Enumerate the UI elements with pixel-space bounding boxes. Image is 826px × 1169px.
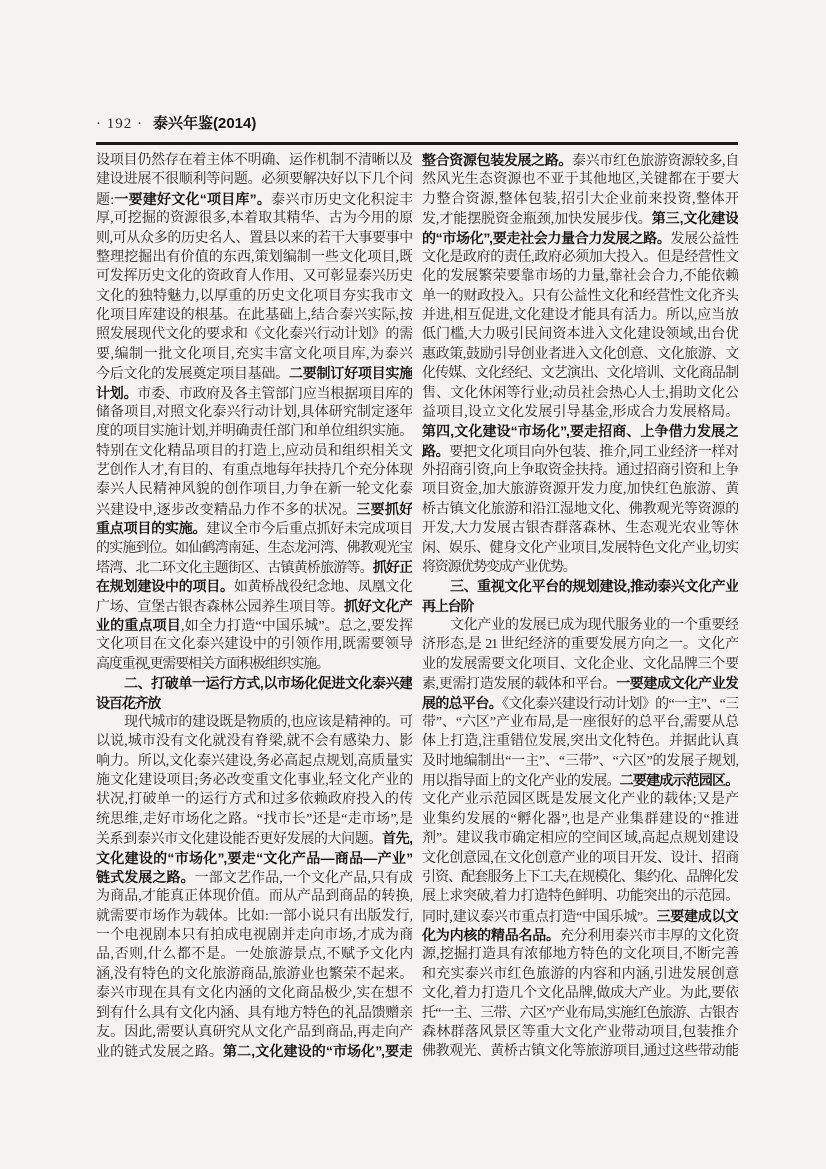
body-text: 佛教观光、黄桥古镇文化等旅游项目,通过这些带动能 xyxy=(422,1044,738,1060)
page-header xyxy=(96,112,738,134)
body-text: 外招商引资,向上争取资金扶持。通过招商引资和上争 xyxy=(422,463,738,478)
body-text: 发展公益性 xyxy=(670,231,738,247)
emphasis-text: 重点项目的实施。 xyxy=(96,520,207,537)
body-text: 源,挖掘打造具有浓郁地方特色的文化项目,不断完善 xyxy=(422,947,738,963)
body-text: 将资源优势变成产业优势。 xyxy=(422,559,576,575)
text-line xyxy=(422,267,738,286)
text-line xyxy=(422,1004,738,1023)
body-text: 惠政策,鼓励引导创业者进入文化创意、文化旅游、文 xyxy=(422,346,738,362)
text-line xyxy=(422,539,738,558)
body-text: 塔湾、北二环文化主题街区、古镇黄桥旅游等。 xyxy=(96,560,373,576)
body-text: 文化项目在文化泰兴建设中的引领作用,既需要领导 xyxy=(96,637,412,653)
text-line xyxy=(96,752,412,771)
text-line xyxy=(422,984,738,1003)
text-line xyxy=(96,539,412,558)
section-heading xyxy=(96,694,412,713)
text-line xyxy=(422,1042,738,1061)
body-text: 售、文化休闲等行业;动员社会热心人士,捐助文化公 xyxy=(422,385,738,401)
emphasis-text: 抓好文化产 xyxy=(344,597,412,614)
text-line xyxy=(422,519,738,538)
text-line xyxy=(96,907,412,926)
text-line xyxy=(422,655,738,674)
text-line xyxy=(96,713,412,732)
left-column xyxy=(96,151,412,1062)
text-line xyxy=(96,170,412,189)
text-line xyxy=(422,461,738,480)
text-line xyxy=(96,403,412,422)
body-text: 特别在文化精品项目的打造上,应动员和组织相关文 xyxy=(96,443,412,459)
body-text: 则,可从众多的历史名人、置县以来的若干大事要事中 xyxy=(96,230,412,246)
body-text: 到有什么具有文化内涵、具有地方特色的礼品馈赠亲 xyxy=(96,1005,412,1021)
text-line xyxy=(422,558,738,577)
page-body xyxy=(96,151,738,1062)
text-line xyxy=(96,829,412,848)
text-line xyxy=(96,287,412,306)
emphasis-text: 一要建成文化产业发 xyxy=(616,675,738,692)
text-line xyxy=(422,926,738,945)
text-line xyxy=(422,325,738,344)
body-text: 托“一主、三带、六区”产业布局,实施红色旅游、古银杏 xyxy=(422,1005,738,1021)
emphasis-text: 一要建好文化“项目库”。 xyxy=(112,190,272,207)
body-text: 统思维,走好市场化之路。“找市长”还是“走市场”,是 xyxy=(96,811,412,827)
body-text: 状况,打破单一的运行方式和过多依赖政府投入的传 xyxy=(96,792,412,808)
text-line xyxy=(96,345,412,364)
emphasis-text: 的“市场化”,要走社会力量合力发展之路。 xyxy=(422,229,671,246)
emphasis-text: 在规划建设中的项目。 xyxy=(96,578,234,595)
text-line xyxy=(96,442,412,461)
body-text: 要把文化项目向外包装、推介,同工业经济一样对 xyxy=(449,444,738,460)
text-line xyxy=(96,364,412,383)
body-text: 同时,建议泰兴市重点打造“中国乐城”。 xyxy=(422,909,657,925)
text-line xyxy=(96,1004,412,1023)
body-text: 业集约发展的“孵化器”,也是产业集群建设的“推进 xyxy=(422,811,738,827)
text-line xyxy=(96,151,412,170)
section-heading xyxy=(422,577,738,596)
body-text: 涵,没有特色的文化旅游商品,旅游业也繁荣不起来。 xyxy=(96,966,412,982)
text-line xyxy=(96,984,412,1003)
text-line xyxy=(422,907,738,926)
text-line xyxy=(96,597,412,616)
body-text: 然风光生态资源也不亚于其他地区,关键都在于要大 xyxy=(422,172,738,188)
body-text: 如黄桥战役纪念地、凤凰文化 xyxy=(233,580,412,596)
body-text: 单一的财政投入。只有公益性文化和经营性文化齐头 xyxy=(422,288,738,304)
body-text: 泰兴市现在具有文化内涵的文化商品极少,实在想不 xyxy=(96,986,412,1002)
right-column xyxy=(422,151,738,1062)
body-text: 济形态,是 21 世纪经济的重要发展方向之一。文化产 xyxy=(422,637,738,653)
emphasis-text: 化为内核的精品名品。 xyxy=(422,927,560,943)
text-line xyxy=(96,519,412,538)
text-line xyxy=(422,810,738,829)
text-line xyxy=(422,500,738,519)
text-line xyxy=(96,1023,412,1042)
text-line xyxy=(422,345,738,364)
emphasis-text: 业的重点项目 xyxy=(96,617,181,633)
body-text: 和充实泰兴市红色旅游的内容和内涵,引进发展创意 xyxy=(422,966,738,982)
text-line xyxy=(422,616,738,635)
text-line xyxy=(422,170,738,189)
text-line xyxy=(422,674,738,693)
text-line xyxy=(422,945,738,964)
emphasis-text: 三要建成以文 xyxy=(656,907,738,924)
body-text: 文化产业示范园区既是发展文化产业的载体;又是产 xyxy=(422,792,738,808)
emphasis-text: 展的总平台。 xyxy=(422,694,503,711)
emphasis-text: 路。 xyxy=(422,442,450,459)
text-line xyxy=(96,480,412,499)
text-line xyxy=(96,384,412,403)
body-text: 展上求突破,着力打造特色鲜明、功能突出的示范园。 xyxy=(422,889,738,905)
body-text: ,如全力打造“中国乐城”。总之,要发挥 xyxy=(180,619,412,634)
body-text: 文化创意园,在文化创意产业的项目开发、设计、招商 xyxy=(422,850,738,866)
body-text: 文化是政府的责任,政府必须加大投入。但是经营性文 xyxy=(422,249,738,265)
emphasis-text: 设百花齐放 xyxy=(96,694,160,711)
emphasis-text: 计划。 xyxy=(96,384,138,401)
text-line xyxy=(96,558,412,577)
body-text: 可发挥历史文化的资政育人作用、又可彰显泰兴历史 xyxy=(96,269,412,285)
body-text: 低门槛,大力吸引民间资本进入文化建设领域,出台优 xyxy=(422,327,738,343)
text-line xyxy=(422,694,738,713)
body-text: 剂”。建议我市确定相应的空间区域,高起点规划建设 xyxy=(422,831,738,847)
text-line xyxy=(96,868,412,887)
text-line xyxy=(422,771,738,790)
text-line xyxy=(96,926,412,945)
text-line xyxy=(422,829,738,848)
body-text: 储备项目,对照文化泰兴行动计划,具体研究制定逐年 xyxy=(96,404,412,420)
body-text: 兴建设中,逐步改变精品力作不多的状况。 xyxy=(96,502,357,518)
text-line xyxy=(422,364,738,383)
body-text: 友。因此,需要认真研究从文化产品到商品,再走向产 xyxy=(96,1024,412,1040)
body-text: 响力。所以,文化泰兴建设,务必高起点规划,高质量实 xyxy=(96,753,412,769)
emphasis-text: 二、打破单一运行方式,以市场化促进文化泰兴建 xyxy=(124,675,412,692)
body-text: 闲、娱乐、健身文化产业项目,发展特色文化产业,切实 xyxy=(422,540,738,556)
text-line xyxy=(422,287,738,306)
body-text: 开发,大力发展古银杏群落森林、生态观光农业等休 xyxy=(422,521,738,537)
text-line xyxy=(96,190,412,209)
body-text: 并进,相互促进,文化建设才能具有活力。所以,应当放 xyxy=(422,308,738,323)
text-line xyxy=(422,1023,738,1042)
text-line xyxy=(96,945,412,964)
section-heading xyxy=(96,674,412,693)
emphasis-text: 第二,文化建设的“市场化”,要走 xyxy=(223,1043,412,1060)
text-line xyxy=(96,229,412,248)
text-line xyxy=(96,461,412,480)
emphasis-text: 文化建设的“市场化”,要走“文化产品—商品—产业” xyxy=(96,849,412,866)
body-text: 高度重视,更需要相关方面积极组织实施。 xyxy=(96,656,329,672)
text-line xyxy=(422,752,738,771)
body-text: 桥古镇文化旅游和沿江湿地文化、佛教观光等资源的 xyxy=(422,501,738,517)
text-line xyxy=(422,713,738,732)
body-text: 度的项目实施计划,并明确责任部门和单位组织实施。 xyxy=(96,424,412,440)
body-text: 素,更需打造发展的载体和平台。 xyxy=(422,677,617,693)
text-line xyxy=(96,810,412,829)
text-line xyxy=(96,248,412,267)
body-text: 业的发展需要文化项目、文化企业、文化品牌三个要 xyxy=(422,656,738,672)
text-line xyxy=(422,248,738,267)
body-text: 今后文化的发展奠定项目基础。 xyxy=(96,367,289,383)
body-text: 品,否则,什么都不是。一处旅游景点,不赋予文化内 xyxy=(96,947,412,963)
body-text: 艺创作人才,有目的、有重点地每年扶持几个充分体现 xyxy=(96,463,412,478)
book-title: 泰兴年鉴(2014) xyxy=(153,115,257,132)
body-text: 《文化泰兴建设行动计划》的“一主”、“三 xyxy=(502,696,738,712)
section-heading xyxy=(422,597,738,616)
body-text: 要,编制一批文化项目,充实丰富文化项目库,为泰兴 xyxy=(96,346,412,362)
body-text: 带”、“六区”产业布局,是一座很好的总平台,需要从总 xyxy=(422,714,738,730)
text-line xyxy=(96,267,412,286)
body-text: 建议全市今后重点抓好未完成项目 xyxy=(206,522,412,538)
text-line xyxy=(422,422,738,441)
body-text: 体上打造,注重错位发展,突出文化特色。并据此认真 xyxy=(422,734,738,750)
body-text: 文化产业的发展已成为现代服务业的一个重要经 xyxy=(450,618,738,633)
body-text: 发,才能摆脱资金瓶颈,加快发展步伐。 xyxy=(422,212,652,228)
text-line xyxy=(96,790,412,809)
text-line xyxy=(96,306,412,325)
text-line xyxy=(422,868,738,887)
body-text: 力整合资源,整体包装,招引大企业前来投资,整体开 xyxy=(422,191,738,207)
text-line xyxy=(422,887,738,906)
body-text: 广场、宣堡古银杏森林公园养生项目等。 xyxy=(96,599,345,615)
text-line xyxy=(96,635,412,654)
body-text: 以说,城市没有文化就没有脊梁,就不会有感染力、影 xyxy=(96,734,412,750)
text-line xyxy=(96,887,412,906)
emphasis-text: 再上台阶 xyxy=(422,597,474,614)
emphasis-text: 第四,文化建设“市场化”,要走招商、上争借力发展之 xyxy=(422,423,738,440)
body-text: 为商品,才能真正体现价值。而从产品到商品的转换, xyxy=(96,889,412,905)
body-text: 施文化建设项目;务必改变重文化事业,轻文化产业的 xyxy=(96,773,412,788)
body-text: 益项目,设立文化发展引导基金,形成合力发展格局。 xyxy=(422,404,738,420)
body-text: 就需要市场作为载体。比如:一部小说只有出版发行, xyxy=(96,908,412,924)
body-text: 文化的独特魅力,以厚重的历史文化项目夯实我市文 xyxy=(96,288,412,304)
text-line xyxy=(96,577,412,596)
text-line xyxy=(422,306,738,325)
emphasis-text: 整合资源包装发展之路。 xyxy=(422,152,573,168)
header-rule xyxy=(96,142,738,145)
body-text: 化的发展繁荣要靠市场的力量,靠社会合力,不能依赖 xyxy=(422,269,738,285)
text-line xyxy=(422,790,738,809)
body-text: 市委、市政府及各主管部门应当根据项目库的 xyxy=(137,386,412,402)
text-line xyxy=(422,403,738,422)
text-line xyxy=(96,500,412,519)
body-text: 项目资金,加大旅游资源开发力度,加快红色旅游、黄 xyxy=(422,482,738,498)
text-line xyxy=(422,209,738,228)
body-text: 及时地编制出“一主”、“三带”、“六区”的发展子规划, xyxy=(422,753,738,769)
body-text: 照发展现代文化的要求和《文化泰兴行动计划》的需 xyxy=(96,327,412,343)
text-line xyxy=(422,229,738,248)
text-line xyxy=(96,1042,412,1061)
text-line xyxy=(96,422,412,441)
body-text: 引资、配套服务上下工夫,在规模化、集约化、品牌化发 xyxy=(422,869,738,885)
text-line xyxy=(422,732,738,751)
body-text: 关系到泰兴市文化建设能否更好发展的大问题。 xyxy=(96,832,383,848)
text-line xyxy=(96,965,412,984)
body-text: 设项目仍然存在着主体不明确、运作机制不清晰以及 xyxy=(96,153,412,168)
text-line xyxy=(422,480,738,499)
text-line xyxy=(422,442,738,461)
text-line xyxy=(422,965,738,984)
emphasis-text: 二要制订好项目实施 xyxy=(288,365,412,382)
body-text: 一部文艺作品,一个文化产品,只有成 xyxy=(194,870,412,886)
body-text: 整理挖掘出有价值的东西,策划编制一些文化项目,既 xyxy=(96,249,412,265)
text-line xyxy=(422,190,738,209)
emphasis-text: 三要抓好 xyxy=(356,500,412,517)
text-line xyxy=(422,635,738,654)
text-line xyxy=(96,616,412,635)
text-line xyxy=(96,849,412,868)
body-text: 的实施到位。如仙鹤湾南延、生态龙河湾、佛教观光宝 xyxy=(96,540,412,556)
body-text: 泰兴市历史文化积淀丰 xyxy=(271,192,412,208)
text-line xyxy=(96,209,412,228)
body-text: 泰兴市红色旅游资源较多,自 xyxy=(572,154,738,169)
emphasis-text: 首先, xyxy=(382,830,412,847)
body-text: 用以指导面上的文化产业的发展。 xyxy=(422,774,620,789)
emphasis-text: 链式发展之路。 xyxy=(96,868,195,885)
emphasis-text: 三、重视文化平台的规划建设,推动泰兴文化产业 xyxy=(450,578,738,595)
body-text: 现代城市的建设既是物质的,也应该是精神的。可 xyxy=(124,714,412,730)
body-text: 泰兴人民精神风貌的创作项目,力争在新一轮文化泰 xyxy=(96,482,412,498)
text-line xyxy=(96,655,412,674)
text-line xyxy=(96,325,412,344)
text-line xyxy=(96,732,412,751)
body-text: 建设进展不很顺利等问题。必须要解决好以下几个问 xyxy=(96,172,412,188)
page-number: · 192 · xyxy=(96,116,143,132)
body-text: 充分利用泰兴市丰厚的文化资 xyxy=(559,929,738,944)
body-text: 业的链式发展之路。 xyxy=(96,1045,224,1061)
body-text: 一个电视剧本只有拍成电视剧并走向市场,才成为商 xyxy=(96,928,412,943)
body-text: 化项目库建设的根基。在此基础上,结合泰兴实际,按 xyxy=(96,308,412,323)
body-text: 森林群落风景区等重大文化产业带动项目,包装推介 xyxy=(422,1024,738,1040)
body-text: 化传媒、文化经纪、文艺演出、文化培训、文化商品制 xyxy=(422,366,738,382)
body-text: 文化,着力打造几个文化品牌,做成大产业。为此,要依 xyxy=(422,986,738,1002)
emphasis-text: 第三,文化建设 xyxy=(651,210,738,227)
text-line xyxy=(422,151,738,170)
emphasis-text: 抓好正 xyxy=(372,558,412,575)
body-text: 厚,可挖掘的资源很多,本着取其精华、古为今用的原 xyxy=(96,211,412,227)
emphasis-text: 二要建成示范园区。 xyxy=(619,772,738,788)
text-line xyxy=(96,771,412,790)
body-text: 题: xyxy=(96,192,113,208)
text-line xyxy=(422,849,738,868)
text-line xyxy=(422,384,738,403)
